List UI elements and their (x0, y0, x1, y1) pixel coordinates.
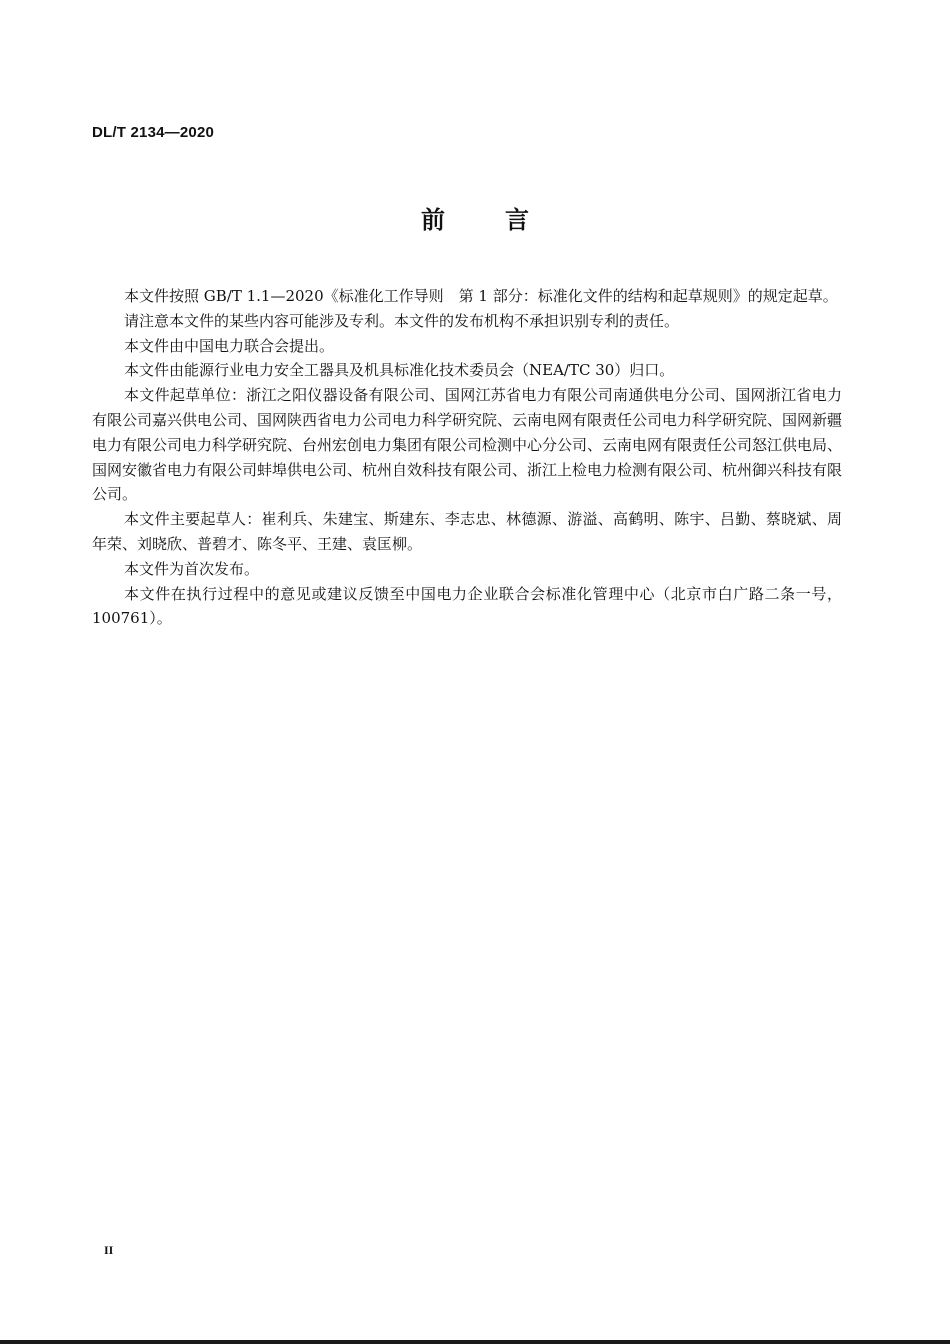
document-code: DL/T 2134—2020 (92, 124, 215, 141)
paragraph-drafting-units: 本文件起草单位：浙江之阳仪器设备有限公司、国网江苏省电力有限公司南通供电分公司、国网浙江省电力有限公司嘉兴供电公司、国网陕西省电力公司电力科学研究院、云南电网有限责任公司电力科学研究院、国网新疆电力有限公司电力科学研究院、台州宏创电力集团有限公司检测中心分公司、云南电网有限责任公司怒江供电局、国网安徽省电力有限公司蚌埠供电公司、杭州自效科技有限公司、浙江上检电力检测有限公司、杭州御兴科技有限公司。 (92, 386, 843, 504)
paragraph-drafting-rules: 本文件按照 GB/T 1.1—2020《标准化工作导则 第 1 部分：标准化文件的结构和起草规则》的规定起草。 (124, 287, 838, 305)
paragraph-feedback: 本文件在执行过程中的意见或建议反馈至中国电力企业联合会标准化管理中心（北京市白广路二条一号，100761）。 (92, 584, 842, 628)
section-heading: 前言 (421, 205, 589, 234)
paragraph-first-release: 本文件为首次发布。 (124, 559, 260, 578)
bottom-divider (0, 1340, 950, 1344)
paragraph-patent-notice: 请注意本文件的某些内容可能涉及专利。本文件的发布机构不承担识别专利的责任。 (124, 311, 680, 330)
page-number: II (104, 1243, 114, 1257)
paragraph-committee: 本文件由能源行业电力安全工器具及机具标准化技术委员会（NEA/TC 30）归口。 (124, 361, 675, 380)
paragraph-drafters: 本文件主要起草人：崔利兵、朱建宝、斯建东、李志忠、林德源、游溢、高鹤明、陈宇、吕勤、蔡晓斌、周年荣、刘晓欣、普碧才、陈冬平、王建、袁匡柳。 (92, 510, 842, 553)
paragraph-proposer: 本文件由中国电力联合会提出。 (124, 336, 335, 355)
preface-body (92, 284, 842, 631)
